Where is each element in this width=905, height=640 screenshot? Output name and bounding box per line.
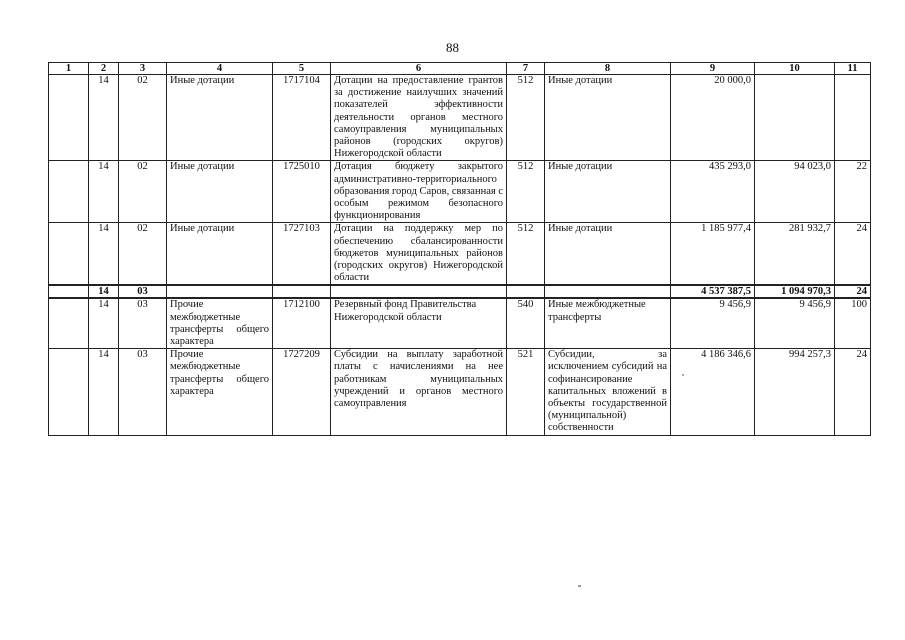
cell-expense-type-code: 521 <box>507 349 545 435</box>
page-number: 88 <box>446 40 459 55</box>
cell-section-code: 14 <box>89 75 119 161</box>
cell-subsection-code: 02 <box>119 161 167 223</box>
cell-planned-amount: 4 537 387,5 <box>671 285 755 298</box>
subtotal-row <box>49 285 871 298</box>
cell-expense-type-name: Иные межбюджетные трансферты <box>545 298 671 348</box>
column-header: 1 <box>49 63 89 75</box>
cell-expense-type-code: 512 <box>507 161 545 223</box>
column-header: 5 <box>273 63 331 75</box>
cell-subsection-name: Иные дотации <box>167 75 273 161</box>
cell-planned-amount: 1 185 977,4 <box>671 223 755 286</box>
cell-subsection-name: Иные дотации <box>167 161 273 223</box>
cell-target-code: 1727103 <box>273 223 331 286</box>
cell-subsection-code: 03 <box>119 349 167 435</box>
table-header <box>49 63 871 75</box>
cell-target-name: Дотация бюджету закрытого административно-территориального образования город Саров, связанная с особым режимом безопасного функционирования <box>331 161 507 223</box>
cell-target-name: Дотации на предоставление грантов за достижение наилучших значений показателей эффективности деятельности органов местного самоуправления муниципальных районов (городских округов) Нижегородской области <box>331 75 507 161</box>
cell-percent: 24 <box>835 223 871 286</box>
cell-actual-amount: 994 257,3 <box>755 349 835 435</box>
column-header: 8 <box>545 63 671 75</box>
column-header: 11 <box>835 63 871 75</box>
cell-percent: 24 <box>835 349 871 435</box>
cell-section-code: 14 <box>89 349 119 435</box>
cell-target-code <box>273 285 331 298</box>
column-header: 4 <box>167 63 273 75</box>
cell-expense-type-name: Иные дотации <box>545 75 671 161</box>
cell-actual-amount <box>755 75 835 161</box>
cell-expense-type-name <box>545 285 671 298</box>
cell-subsection-name: Прочие межбюджетные трансферты общего характера <box>167 349 273 435</box>
column-header: 6 <box>331 63 507 75</box>
column-header: 10 <box>755 63 835 75</box>
cell-actual-amount: 1 094 970,3 <box>755 285 835 298</box>
table-row <box>49 161 871 223</box>
cell-expense-type-name: Иные дотации <box>545 223 671 286</box>
cell-target-name <box>331 285 507 298</box>
cell-section <box>49 75 89 161</box>
table-row <box>49 349 871 435</box>
table-body <box>49 75 871 436</box>
cell-actual-amount: 9 456,9 <box>755 298 835 348</box>
cell-subsection-code: 02 <box>119 223 167 286</box>
cell-percent: 24 <box>835 285 871 298</box>
column-header: 3 <box>119 63 167 75</box>
cell-expense-type-code: 512 <box>507 223 545 286</box>
cell-expense-type-code: 512 <box>507 75 545 161</box>
cell-target-code: 1717104 <box>273 75 331 161</box>
cell-planned-amount: 435 293,0 <box>671 161 755 223</box>
cell-subsection-code: 03 <box>119 298 167 348</box>
cell-section-code: 14 <box>89 223 119 286</box>
cell-planned-amount: 9 456,9 <box>671 298 755 348</box>
cell-actual-amount: 281 932,7 <box>755 223 835 286</box>
cell-section <box>49 349 89 435</box>
cell-section-code: 14 <box>89 161 119 223</box>
cell-percent <box>835 75 871 161</box>
table-row <box>49 298 871 348</box>
cell-section <box>49 223 89 286</box>
cell-section <box>49 161 89 223</box>
cell-percent: 100 <box>835 298 871 348</box>
cell-target-name: Дотации на поддержку мер по обеспечению сбалансированности бюджетов муниципальных районов (городских округов) Нижегородской области <box>331 223 507 286</box>
cell-subsection-code: 03 <box>119 285 167 298</box>
column-header: 7 <box>507 63 545 75</box>
cell-target-code: 1727209 <box>273 349 331 435</box>
column-header: 9 <box>671 63 755 75</box>
cell-section-code: 14 <box>89 285 119 298</box>
cell-target-name: Субсидии на выплату заработной платы с начислениями на нее работникам муниципальных учреждений и органов местного самоуправления <box>331 349 507 435</box>
cell-target-code: 1725010 <box>273 161 331 223</box>
cell-subsection-name: Иные дотации <box>167 223 273 286</box>
cell-expense-type-code: 540 <box>507 298 545 348</box>
cell-planned-amount: 20 000,0 <box>671 75 755 161</box>
cell-section <box>49 298 89 348</box>
table-row <box>49 223 871 286</box>
cell-subsection-name <box>167 285 273 298</box>
cell-target-code: 1712100 <box>273 298 331 348</box>
budget-table <box>48 62 871 436</box>
scan-speck <box>578 585 581 587</box>
cell-section-code: 14 <box>89 298 119 348</box>
cell-target-name: Резервный фонд Правительства Нижегородской области <box>331 298 507 348</box>
column-header: 2 <box>89 63 119 75</box>
cell-planned-amount: 4 186 346,6 <box>671 349 755 435</box>
cell-subsection-code: 02 <box>119 75 167 161</box>
table-row <box>49 75 871 161</box>
cell-percent: 22 <box>835 161 871 223</box>
cell-expense-type-code <box>507 285 545 298</box>
header-row <box>49 63 871 75</box>
cell-actual-amount: 94 023,0 <box>755 161 835 223</box>
cell-section <box>49 285 89 298</box>
cell-expense-type-name: Иные дотации <box>545 161 671 223</box>
cell-expense-type-name: Субсидии, за исключением субсидий на софинансирование капитальных вложений в объекты государственной (муниципальной) собственности <box>545 349 671 435</box>
scan-speck <box>682 374 684 376</box>
cell-subsection-name: Прочие межбюджетные трансферты общего характера <box>167 298 273 348</box>
